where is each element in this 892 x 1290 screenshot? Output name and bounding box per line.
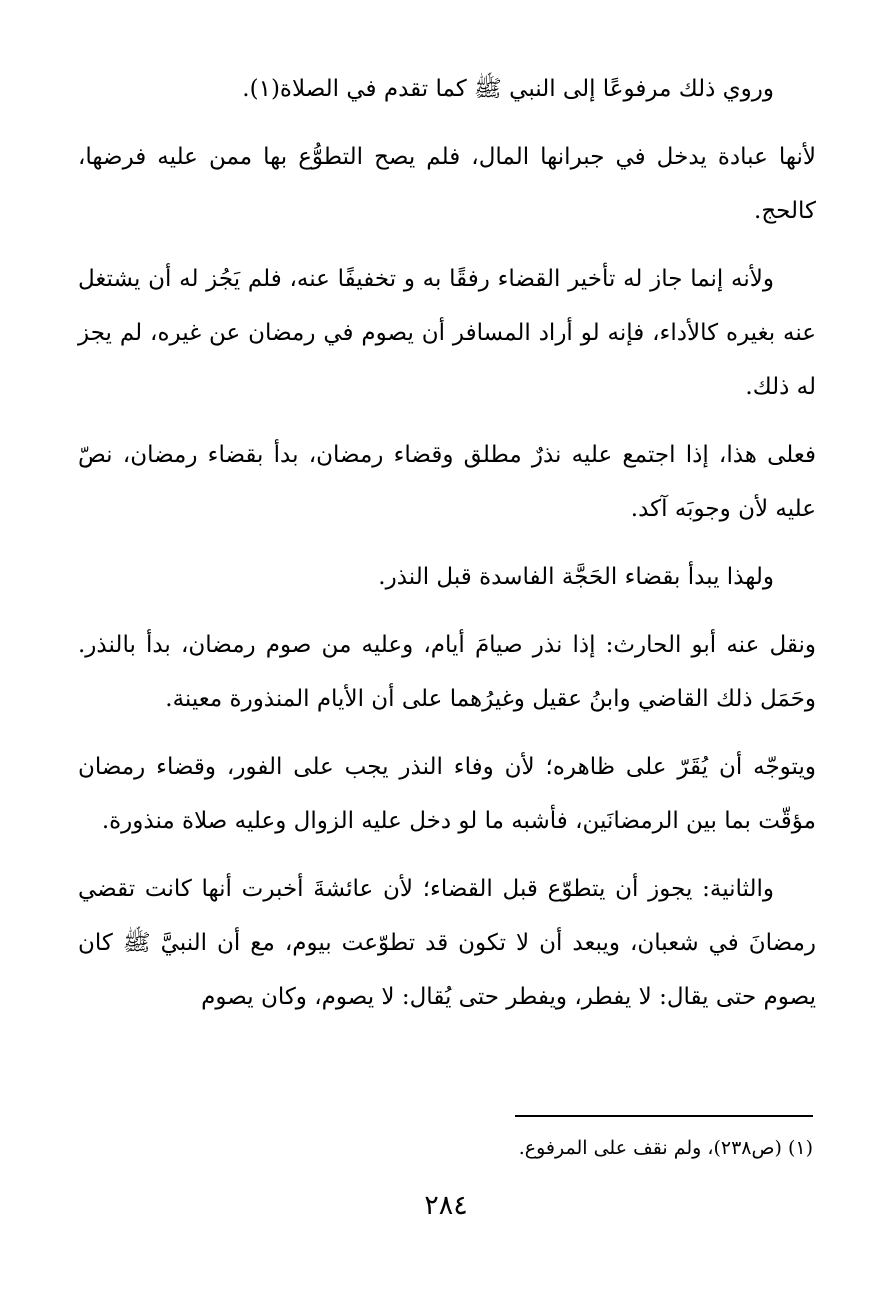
paragraph-3: ولأنه إنما جاز له تأخير القضاء رفقًا به و تخفيفًا عنه، فلم يَجُز له أن يشتغل عنه بغيره كالأداء، فإنه لو أراد المسافر أن يصوم في رمضان عن غيره، لم يجز له ذلك. [78,266,816,400]
paragraph-8: والثانية: يجوز أن يتطوّع قبل القضاء؛ لأن عائشةَ أخبرت أنها كانت تقضي رمضانَ في شعبان، ويبعد أن لا تكون قد تطوّعت بيوم، مع أن النبيَّ ﷺ كان يصوم حتى يقال: لا يفطر، ويفطر حتى يُقال: لا يصوم، وكان يصوم [78,876,816,1010]
page-number: ٢٨٤ [424,1190,468,1221]
paragraph-2: لأنها عبادة يدخل في جبرانها المال، فلم يصح التطوُّع بها ممن عليه فرضها، كالحج. [78,144,816,224]
paragraph-4: فعلى هذا، إذا اجتمع عليه نذرٌ مطلق وقضاء رمضان، بدأ بقضاء رمضان، نصّ عليه لأن وجوبَه آكد. [78,442,816,522]
footnote: (١) (ص٢٣٨)، ولم نقف على المرفوع. [518,1137,813,1159]
paragraph-7: ويتوجّه أن يُقَرّ على ظاهره؛ لأن وفاء النذر يجب على الفور، وقضاء رمضان مؤقّت بما بين الرمضانَين، فأشبه ما لو دخل عليه الزوال وعليه صلاة منذورة. [78,754,816,834]
paragraph-1: وروي ذلك مرفوعًا إلى النبي ﷺ كما تقدم في الصلاة(١). [242,76,774,102]
main-text [78,62,816,1038]
footnote-divider [515,1115,813,1117]
paragraph-6: ونقل عنه أبو الحارث: إذا نذر صيامَ أيام، وعليه من صوم رمضان، بدأ بالنذر. وحَمَل ذلك القاضي وابنُ عقيل وغيرُهما على أن الأيام المنذورة معينة. [78,632,816,712]
paragraph-5: ولهذا يبدأ بقضاء الحَجَّة الفاسدة قبل النذر. [378,564,774,590]
